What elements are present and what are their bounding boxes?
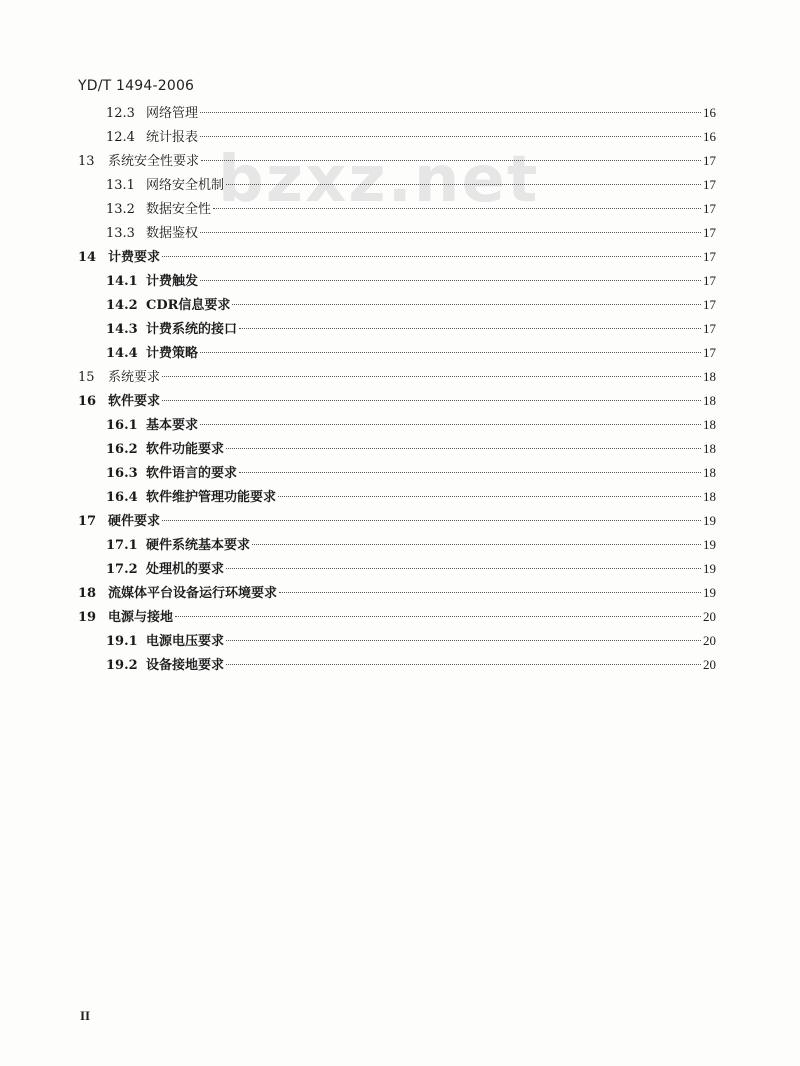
toc-entry-title: 系统要求: [108, 370, 161, 385]
toc-entry-number: 14: [78, 250, 97, 265]
toc-entry: [106, 487, 716, 507]
dot-leader: [201, 160, 701, 161]
toc-entry: [106, 439, 716, 459]
toc-entry: [78, 511, 716, 531]
toc-entry-title: 基本要求: [146, 418, 199, 433]
dot-leader: [175, 616, 701, 617]
toc-entry-page: 18: [703, 489, 716, 504]
toc-entry-title: 流媒体平台设备运行环境要求: [108, 586, 278, 601]
toc-entry-number: 13.2: [106, 202, 135, 217]
dot-leader: [162, 520, 701, 521]
toc-entry-number: 16: [78, 394, 97, 409]
toc-entry-page: 19: [703, 561, 716, 576]
page-number: II: [80, 1008, 91, 1023]
toc-entry-page: 18: [703, 393, 716, 408]
toc-entry-page: 16: [703, 129, 716, 144]
toc-entry-page: 17: [703, 225, 716, 240]
toc-entry-number: 14.2: [106, 298, 138, 313]
dot-leader: [200, 280, 701, 281]
dot-leader: [226, 448, 701, 449]
toc-entry-number: 13.1: [106, 178, 135, 193]
toc-entry-title: 硬件要求: [108, 514, 161, 529]
toc-entry: [106, 655, 716, 675]
dot-leader: [200, 352, 701, 353]
toc-entry: [106, 175, 716, 195]
toc-entry-title: 硬件系统基本要求: [146, 538, 251, 553]
toc-entry-title: 设备接地要求: [146, 658, 225, 673]
toc-entry: [106, 631, 716, 651]
toc-entry-title: 系统安全性要求: [108, 154, 200, 169]
toc-entry: [106, 535, 716, 555]
standard-code: YD/T 1494-2006: [78, 78, 195, 94]
toc-entry-number: 16.2: [106, 442, 138, 457]
toc-entry-number: 13.3: [106, 226, 135, 241]
toc-entry: [106, 463, 716, 483]
toc-entry-title: 数据安全性: [146, 202, 212, 217]
toc-entry-page: 18: [703, 441, 716, 456]
toc-entry: [106, 319, 716, 339]
toc-entry-page: 17: [703, 273, 716, 288]
toc-entry-page: 17: [703, 177, 716, 192]
toc-entry: [78, 151, 716, 171]
toc-entry-number: 17.1: [106, 538, 138, 553]
toc-entry: [106, 295, 716, 315]
dot-leader: [226, 664, 701, 665]
toc-entry-title: 网络安全机制: [146, 178, 225, 193]
toc-entry-number: 14.4: [106, 346, 138, 361]
toc-entry-page: 19: [703, 537, 716, 552]
toc-entry: [78, 247, 716, 267]
dot-leader: [162, 256, 701, 257]
toc-entry: [78, 391, 716, 411]
toc-entry-title: 软件语言的要求: [146, 466, 238, 481]
toc-entry-page: 20: [703, 609, 716, 624]
toc-entry-page: 19: [703, 513, 716, 528]
dot-leader: [200, 136, 701, 137]
dot-leader: [226, 184, 701, 185]
dot-leader: [252, 544, 701, 545]
toc-entry-number: 16.1: [106, 418, 138, 433]
dot-leader: [279, 592, 701, 593]
toc-entry-number: 17: [78, 514, 97, 529]
toc-entry-page: 20: [703, 657, 716, 672]
toc-entry-number: 13: [78, 154, 95, 169]
toc-entry-title: 电源与接地: [108, 610, 174, 625]
dot-leader: [232, 304, 701, 305]
toc-entry-title: 数据鉴权: [146, 226, 199, 241]
toc-entry-page: 20: [703, 633, 716, 648]
dot-leader: [239, 472, 701, 473]
dot-leader: [162, 376, 701, 377]
toc-entry-number: 15: [78, 370, 95, 385]
toc-entry-number: 14.3: [106, 322, 138, 337]
toc-entry-title: 处理机的要求: [146, 562, 225, 577]
toc-entry-number: 16.4: [106, 490, 138, 505]
toc-entry-title: CDR信息要求: [146, 298, 231, 313]
toc-entry-title: 软件功能要求: [146, 442, 225, 457]
dot-leader: [200, 232, 701, 233]
toc-entry-page: 19: [703, 585, 716, 600]
toc-entry-number: 17.2: [106, 562, 138, 577]
toc-entry-page: 16: [703, 105, 716, 120]
toc-entry-page: 17: [703, 201, 716, 216]
toc-entry-title: 软件维护管理功能要求: [146, 490, 277, 505]
toc-entry-page: 17: [703, 153, 716, 168]
dot-leader: [226, 568, 701, 569]
dot-leader: [278, 496, 701, 497]
toc-entry-title: 电源电压要求: [146, 634, 225, 649]
toc-entry-number: 12.3: [106, 106, 135, 121]
dot-leader: [213, 208, 701, 209]
toc-entry-page: 17: [703, 249, 716, 264]
toc-entry-title: 统计报表: [146, 130, 199, 145]
toc-entry-title: 网络管理: [146, 106, 199, 121]
toc-entry-title: 软件要求: [108, 394, 161, 409]
toc-entry: [106, 199, 716, 219]
toc-entry-page: 17: [703, 297, 716, 312]
dot-leader: [200, 112, 701, 113]
toc-entry-title: 计费触发: [146, 274, 199, 289]
toc-entry: [78, 367, 716, 387]
toc-entry-page: 17: [703, 345, 716, 360]
toc-entry: [106, 103, 716, 123]
toc-entry: [78, 607, 716, 627]
dot-leader: [200, 424, 701, 425]
toc-entry-title: 计费策略: [146, 346, 199, 361]
toc-entry: [106, 271, 716, 291]
toc-entry-number: 19: [78, 610, 97, 625]
toc-entry-number: 14.1: [106, 274, 138, 289]
toc-entry-number: 12.4: [106, 130, 135, 145]
dot-leader: [162, 400, 701, 401]
toc-entry: [106, 223, 716, 243]
dot-leader: [226, 640, 701, 641]
toc-entry-page: 18: [703, 369, 716, 384]
toc-entry: [78, 583, 716, 603]
toc-entry-number: 16.3: [106, 466, 138, 481]
toc-entry: [106, 127, 716, 147]
toc-entry-number: 19.1: [106, 634, 138, 649]
toc-entry-page: 17: [703, 321, 716, 336]
watermark: bzxz.net: [218, 143, 540, 217]
toc-entry-title: 计费系统的接口: [146, 322, 238, 337]
toc-entry-page: 18: [703, 465, 716, 480]
toc-entry: [106, 343, 716, 363]
toc-entry-number: 19.2: [106, 658, 138, 673]
dot-leader: [239, 328, 701, 329]
toc-entry: [106, 559, 716, 579]
toc-entry-number: 18: [78, 586, 97, 601]
toc-entry-title: 计费要求: [108, 250, 161, 265]
toc-entry: [106, 415, 716, 435]
toc-entry-page: 18: [703, 417, 716, 432]
